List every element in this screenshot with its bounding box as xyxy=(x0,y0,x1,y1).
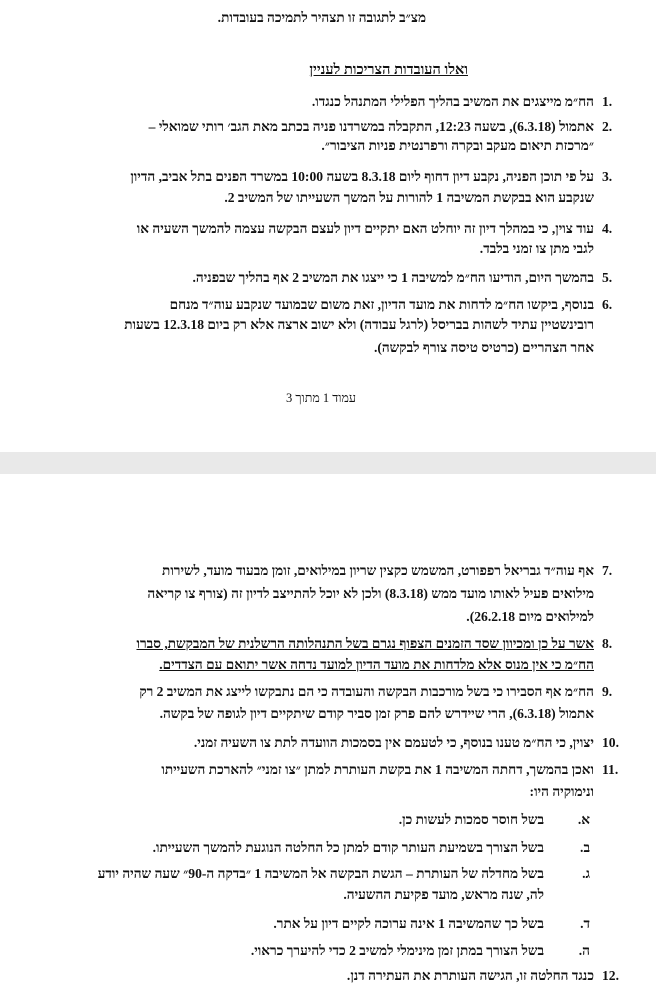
item-line: מילואים פעיל לאותו מועד ממש (8.3.18) ולכן לא יוכל להתייצב לדיון זה (צורף צו קריאה xyxy=(147,586,594,601)
item-line: אתמול (6.3.18), הרי שיידרש להם פרק זמן סביר קודם שיתקיים דיון לגופה של בקשה. xyxy=(159,706,594,721)
subitem-letter: א. xyxy=(577,812,590,827)
item-line: לגבי מתן צו זמני בלבד. xyxy=(479,241,594,256)
item-number: 6. xyxy=(602,297,613,312)
item-line: הח״מ כי אין מנוס אלא מלדחות את מועד הדיון למועד נדחה אשר יתואם עם הצדדים. xyxy=(159,657,594,672)
item-line: הח״מ מייצגים את המשיב בהליך הפלילי המתנהל כנגדו. xyxy=(311,94,594,109)
subitem-letter: ב. xyxy=(580,840,590,855)
item-number: 9. xyxy=(602,684,613,699)
subitem-letter: ג. xyxy=(582,866,590,881)
item-line: כנגד החלטה זו, הגישה העותרת את העתירה דנן. xyxy=(346,968,594,983)
item-line: על פי תוכן הפניה, נקבע דיון דחוף ליום 8.3.18 בשעה 10:00 במשרד הפנים בתל אביב, הדיון xyxy=(130,169,594,184)
item-line: אף עוה״ד גבריאל רפפורט, המשמש כקצין שריון במילואים, זומן מבעוד מועד, לשירות xyxy=(162,563,594,578)
intro-line: מצ״ב לתגובה זו תצהיר לתמיכה בעובדות. xyxy=(217,10,426,25)
subitem-line: לה, שנה מראש, מועד פקיעת ההשעיה. xyxy=(343,887,544,902)
item-line: עוד צוין, כי במהלך דיון זה יוחלט האם יתקיים דיון לעצם הבקשה עצמה להמשך השעיה או xyxy=(136,221,594,236)
subitem-line: בשל הצורך בשמיעת העותר קודם למתן כל החלטה הנוגעת להמשך השעייתו. xyxy=(152,840,544,855)
item-number: 3. xyxy=(602,169,613,184)
subitem-line: בשל הצורך במתן זמן מינימלי למשיב 2 כדי להיערך כראוי. xyxy=(250,943,544,958)
item-line: בנוסף, ביקשו הח״מ לדחות את מועד הדיון, זאת משום שבמועד שנקבע עוה״ד מנחם xyxy=(169,297,594,312)
item-number: 2. xyxy=(602,119,613,134)
facts-heading: ואלו העובדות הצריכות לעניין xyxy=(309,62,468,78)
page-break xyxy=(0,452,656,474)
subitem-letter: ה. xyxy=(578,943,590,958)
item-line: רובינשטיין עתיד לשהות בבריסל (לרגל עבודה) ולא ישוב ארצה אלא רק ביום 12.3.18 בשעות xyxy=(124,317,594,332)
item-number: 11. xyxy=(602,762,619,777)
subitem-line: בשל מחדלה של העותרת – הגשת הבקשה אל המשיבה 1 ״בדקה ה-90״ שעה שהיה יודע xyxy=(97,866,544,881)
item-number: 4. xyxy=(602,221,613,236)
item-line: הח״מ אף הסבירו כי בשל מורכבות הבקשה והעובדה כי הם נתבקשו לייצג את המשיב 2 רק xyxy=(139,684,594,699)
item-number: 10. xyxy=(602,735,619,750)
item-number: 1. xyxy=(602,94,613,109)
item-line: ואכן בהמשך, דחתה המשיבה 1 את בקשת העותרת למתן ״צו זמני״ להארכת השעייתו xyxy=(161,762,594,777)
item-line: בהמשך היום, הודיעו הח״מ למשיבה 1 כי ייצגו את המשיב 2 אף בהליך שבפניה. xyxy=(192,270,594,285)
item-number: 8. xyxy=(602,636,613,651)
item-line: אשר על כן ומכיוון שסד הזמנים הצפוף נגרם בשל התנהלותה הרשלנית של המבקשת, סברו xyxy=(136,636,594,651)
item-line: אחר הצהריים (כרטיס טיסה צורף לבקשה). xyxy=(373,340,594,355)
item-number: 7. xyxy=(602,563,613,578)
item-line: שנקבע הוא בבקשת המשיבה 1 להורות על המשך השעייתו של המשיב 2. xyxy=(224,190,594,205)
item-line: יצוין, כי הח״מ טענו בנוסף, כי לטעמם אין בסמכות הוועדה לתת צו השעיה זמני. xyxy=(193,735,594,750)
item-line: אתמול (6.3.18), בשעה 12:23, התקבלה במשרדנו פניה בכתב מאת הגב׳ רותי שמואלי – xyxy=(148,119,594,134)
item-line: למילואים מיום 26.2.18). xyxy=(466,609,594,624)
subitem-line: בשל כך שהמשיבה 1 אינה ערוכה לקיים דיון על אתר. xyxy=(273,916,544,931)
item-line: ״מרכזת תיאום מעקב ובקרה ורפרנטית פניות הציבור״. xyxy=(321,138,594,153)
subitem-line: בשל חוסר סמכות לעשות כן. xyxy=(398,812,544,827)
subitem-letter: ד. xyxy=(580,916,590,931)
item-line: ונימוקיה היו: xyxy=(529,784,594,799)
item-number: 12. xyxy=(602,968,619,983)
page-number: עמוד 1 מתוך 3 xyxy=(286,391,356,405)
item-number: 5. xyxy=(602,270,613,285)
